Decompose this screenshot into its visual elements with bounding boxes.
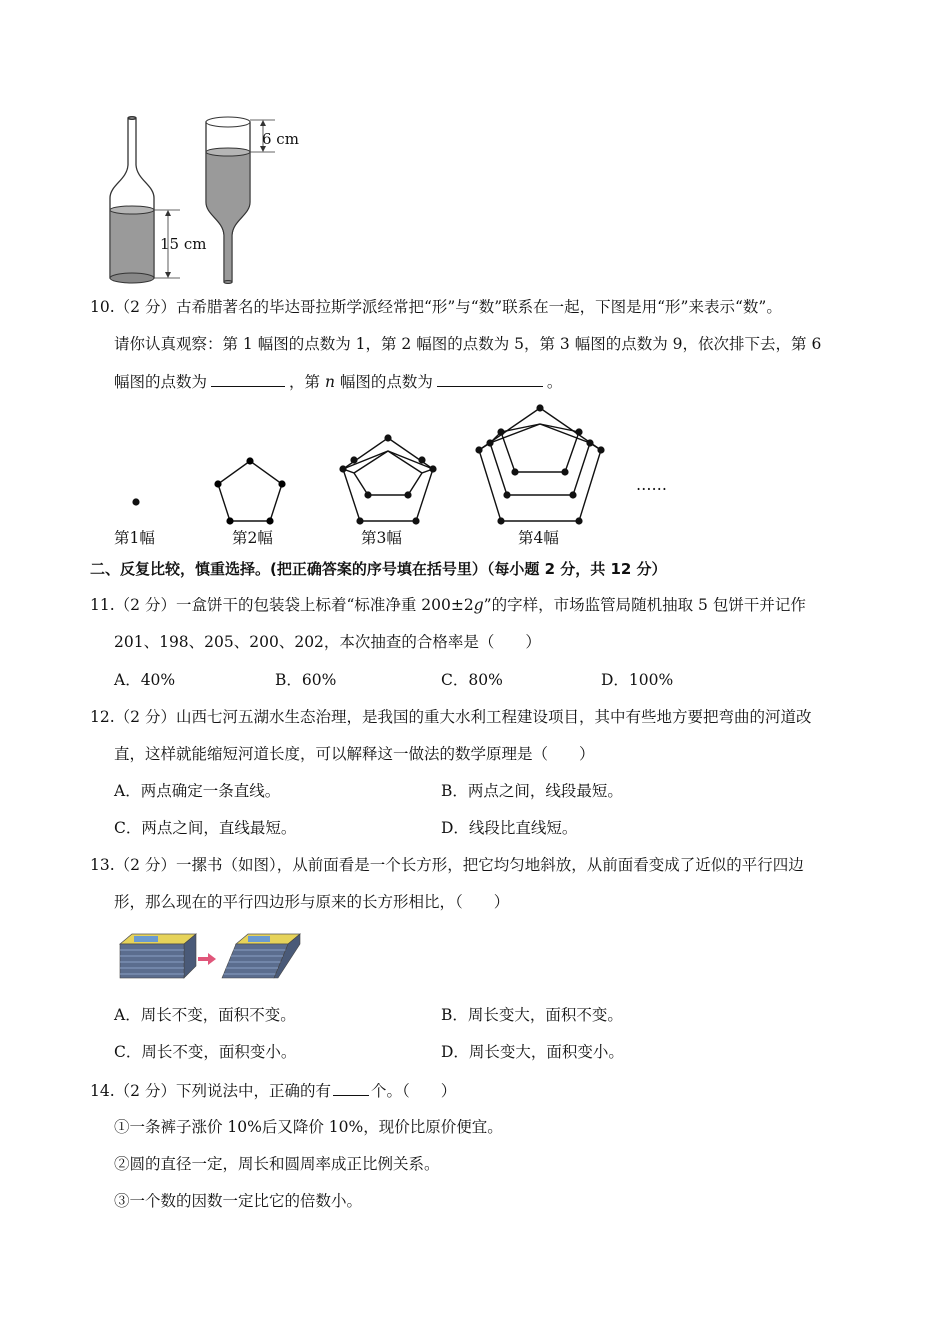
fig1-dot [132,498,139,505]
label-6cm: 6 cm [262,130,299,148]
q10-answer-blank-1[interactable] [211,371,285,387]
q13-option-b[interactable]: B．周长变大，面积不变。 [441,1006,623,1024]
q13-line2: 形，那么现在的平行四边形与原来的长方形相比，（ ） [114,893,510,911]
fig4-pentagon [475,404,604,524]
right-arrow-icon [198,953,216,965]
q14-line1-a: 14.（2 分）下列说法中，正确的有 [90,1082,331,1100]
q11-option-a[interactable]: A．40% [114,671,176,689]
book-stack-figure [114,930,306,986]
q13-line1: 13.（2 分）一摞书（如图），从前面看是一个长方形，把它均匀地斜放，从前面看变成了近似的平行四边 [90,856,804,874]
q11-line1-b: ”的字样，市场监管局随机抽取 5 包饼干并记作 [483,596,806,614]
fig-label-3: 第3幅 [361,529,402,547]
q11-line1-a: 11.（2 分）一盒饼干的包装袋上标着“标准净重 200±2 [90,596,474,614]
fig-label-2: 第2幅 [232,529,273,547]
q11-line1 [90,595,806,615]
pentagon-dots-figure [110,400,690,530]
q10-line3-a: 幅图的点数为 [114,373,208,391]
q10-line1: 10.（2 分）古希腊著名的毕达哥拉斯学派经常把“形”与“数”联系在一起，下图是用“形”来表示“数”。 [90,298,782,316]
q11-option-b[interactable]: B．60% [275,671,337,689]
q13-option-a[interactable]: A．周长不变，面积不变。 [114,1006,296,1024]
q12-option-c[interactable]: C．两点之间，直线最短。 [114,819,297,837]
q12-option-a[interactable]: A．两点确定一条直线。 [114,782,281,800]
q14-answer-blank[interactable] [333,1080,369,1096]
q14-item-1: ①一条裤子涨价 10%后又降价 10%，现价比原价便宜。 [114,1118,503,1136]
label-15cm: 15 cm [160,235,207,253]
q13-option-c[interactable]: C．周长不变，面积变小。 [114,1043,297,1061]
fig3-pentagon [339,434,436,524]
q10-line3 [114,371,562,392]
q12-option-d[interactable]: D．线段比直线短。 [441,819,578,837]
q10-line3-d: 。 [546,373,563,391]
q10-line3-n: n [324,373,335,391]
q14-item-2: ②圆的直径一定，周长和圆周率成正比例关系。 [114,1155,440,1173]
fig2-pentagon [214,457,285,524]
book-stack-slanted [222,934,300,978]
q14-item-3: ③一个数的因数一定比它的倍数小。 [114,1192,363,1210]
q14-line1 [90,1080,456,1101]
q12-line2: 直，这样就能缩短河道长度，可以解释这一做法的数学原理是（ ） [114,745,595,763]
q14-line1-b: 个。（ ） [370,1082,457,1100]
q12-line1: 12.（2 分）山西七河五湖水生态治理，是我国的重大水利工程建设项目，其中有些地方要把弯曲的河道改 [90,708,812,726]
fig-label-4: 第4幅 [518,529,559,547]
q11-line1-g: g [473,596,484,614]
fig-label-1: 第1幅 [114,529,155,547]
q11-option-d[interactable]: D．100% [601,671,674,689]
book-stack-straight [120,934,196,978]
fig-ellipsis: …… [636,476,667,494]
q12-option-b[interactable]: B．两点之间，线段最短。 [441,782,623,800]
q13-option-d[interactable]: D．周长变大，面积变小。 [441,1043,624,1061]
q10-line3-b: ，第 [289,373,321,391]
q10-answer-blank-2[interactable] [437,371,543,387]
q10-line2: 请你认真观察：第 1 幅图的点数为 1，第 2 幅图的点数为 5，第 3 幅图的点数为 9，依次排下去，第 6 [114,335,822,353]
section2-heading: 二、反复比较，慎重选择。(把正确答案的序号填在括号里）（每小题 2 分，共 12 分） [90,560,667,578]
q11-option-c[interactable]: C．80% [441,671,503,689]
q11-line2: 201、198、205、200、202，本次抽查的合格率是（ ） [114,633,541,651]
q10-line3-c: 幅图的点数为 [339,373,433,391]
